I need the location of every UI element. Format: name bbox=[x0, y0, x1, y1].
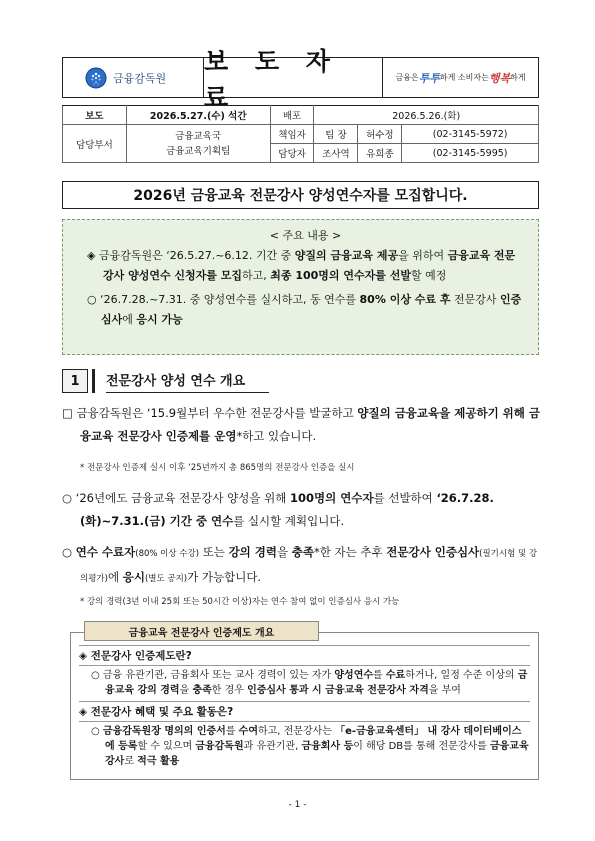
para2-text-e: 를 실시할 계획입니다. bbox=[233, 514, 345, 528]
circle-bullet-icon: ○ bbox=[91, 726, 100, 737]
para3-text-i: 전문강사 인증심사 bbox=[386, 545, 480, 559]
summary-title: < 주요 내용 > bbox=[269, 229, 342, 242]
a1-text-a: 금융 유관기관, 금융회사 또는 교사 경력이 있는 자가 bbox=[99, 670, 335, 681]
para1-text-c: *하고 있습니다. bbox=[236, 429, 317, 443]
para2-text-a: ‘26년에도 금융교육 전문강사 양성을 위해 bbox=[72, 491, 291, 505]
question-1: ◈ 전문강사 인증제도란? bbox=[79, 650, 192, 662]
release-value: 2026.5.27.(수) 석간 bbox=[126, 106, 270, 125]
staff-label: 담당자 bbox=[270, 144, 314, 163]
a2-text-g: 할 수 있으며 bbox=[137, 741, 196, 752]
summary-p2-text-a: ‘26.7.28.~7.31. 중 양성연수를 실시하고, 동 연수를 bbox=[96, 293, 360, 306]
para2-text-d: ‘26.7.28.(화)~7.31.(금) 기간 중 연수 bbox=[80, 491, 494, 528]
slogan-post: 하게 bbox=[510, 73, 526, 82]
question-1-row bbox=[79, 645, 530, 666]
release-row bbox=[63, 106, 539, 125]
para3-text-b: 연수 수료자 bbox=[75, 545, 136, 559]
square-bullet-icon: □ bbox=[62, 406, 73, 420]
fss-globe-icon bbox=[85, 67, 107, 89]
question-2-row bbox=[79, 701, 530, 722]
body-paragraph-1 bbox=[62, 402, 542, 448]
a2-text-n: 적극 활용 bbox=[137, 756, 180, 767]
a2-text-k: 이 해당 DB를 통해 전문강사를 bbox=[353, 741, 490, 752]
manager-label: 책임자 bbox=[270, 125, 314, 144]
circle-bullet-icon: ○ bbox=[87, 293, 97, 306]
a2-text-b: 금융감독원장 명의의 인증서 bbox=[102, 726, 226, 737]
summary-p1-text-d: 금융교육 전문강사 양성연수 신청자를 모집 bbox=[103, 249, 516, 282]
summary-p2-text-e: 에 bbox=[122, 313, 137, 326]
para3-text-l: 응시 bbox=[122, 570, 145, 584]
circle-bullet-icon: ○ bbox=[62, 491, 73, 505]
body-paragraph-2 bbox=[62, 487, 542, 533]
para1-text-a: 금융감독원은 ‘15.9월부터 우수한 전문강사를 발굴하고 bbox=[72, 406, 358, 420]
a1-text-c: 를 bbox=[373, 670, 386, 681]
a2-text-h: 금융감독원 bbox=[195, 741, 244, 752]
circle-bullet-icon: ○ bbox=[62, 545, 73, 559]
manager-row bbox=[63, 125, 539, 144]
para3-text-m: (별도 공지) bbox=[144, 574, 188, 584]
a1-text-j: 인증심사 통과 시 금융교육 전문강사 자격 bbox=[247, 685, 429, 696]
summary-point-1 bbox=[87, 246, 524, 286]
section-divider bbox=[92, 369, 98, 393]
slogan-mid: 하게 소비자는 bbox=[439, 73, 489, 82]
para3-text-h: *한 자는 추후 bbox=[314, 545, 387, 559]
a2-text-f: 「e-금융교육센터」 내 강사 데이터베이스에 등록 bbox=[105, 726, 522, 752]
distribute-label: 배포 bbox=[270, 106, 314, 125]
section-1-heading bbox=[62, 369, 269, 393]
org-logo bbox=[63, 58, 203, 97]
a1-text-b: 양성연수 bbox=[334, 670, 374, 681]
para3-text-k: 에 bbox=[107, 570, 123, 584]
summary-p1-text-f: 최종 100명의 연수자를 선발 bbox=[270, 269, 411, 282]
slogan-emph-2: 행복 bbox=[488, 71, 511, 85]
a1-text-g: 을 bbox=[179, 685, 193, 696]
para3-text-f: 을 bbox=[277, 545, 292, 559]
press-header bbox=[62, 46, 539, 112]
manager-phone: (02-3145-5972) bbox=[402, 125, 539, 144]
para3-text-j: (필기시험 및 강의평가) bbox=[80, 549, 538, 584]
dept-line-2: 금융교육기획팀 bbox=[166, 145, 231, 157]
box-tab-label: 금융교육 전문강사 인증제도 개요 bbox=[84, 621, 319, 641]
manager-rank: 팀 장 bbox=[314, 125, 358, 144]
dept-label: 담당부서 bbox=[63, 125, 127, 163]
para3-text-g: 충족 bbox=[291, 545, 315, 559]
summary-p2-text-b: 80% 이상 수료 후 bbox=[359, 293, 451, 306]
a2-text-l: 금융교육 강사 bbox=[105, 741, 529, 767]
staff-rank: 조사역 bbox=[314, 144, 358, 163]
a1-text-i: 한 경우 bbox=[211, 685, 248, 696]
summary-p1-text-a: 금융감독원은 ‘26.5.27.~6.12. 기간 중 bbox=[95, 249, 295, 262]
body-paragraph-3 bbox=[62, 541, 542, 591]
a2-text-i: 과 유관기관, bbox=[243, 741, 302, 752]
staff-phone: (02-3145-5995) bbox=[402, 144, 539, 163]
slogan bbox=[383, 58, 538, 97]
a2-text-d: 수여 bbox=[238, 726, 258, 737]
a2-text-j: 금융회사 등 bbox=[301, 741, 354, 752]
distribute-value: 2026.5.26.(화) bbox=[314, 106, 539, 125]
summary-point-2 bbox=[87, 290, 524, 330]
para3-text-d: 또는 bbox=[199, 545, 229, 559]
para3-text-e: 강의 경력 bbox=[228, 545, 278, 559]
para3-text-n: 가 가능합니다. bbox=[187, 570, 262, 584]
section-number: 1 bbox=[62, 369, 88, 393]
footnote-1: * 전문강사 인증제 실시 이후 ‘25년까지 총 865명의 전문강사 인증을 실시 bbox=[80, 463, 355, 473]
a1-text-h: 충족 bbox=[192, 685, 212, 696]
doc-type-title: 보 도 자 료 bbox=[203, 58, 383, 97]
a2-text-c: 를 bbox=[225, 726, 239, 737]
release-label: 보도 bbox=[63, 106, 127, 125]
answer-1 bbox=[79, 668, 530, 698]
dept-line-1: 금융교육국 bbox=[175, 130, 222, 142]
summary-p1-text-c: 을 위하여 bbox=[398, 249, 448, 262]
para1-text-b: 양질의 금융교육을 제공하기 위해 금융교육 전문강사 인증제를 운영 bbox=[80, 406, 541, 443]
para2-text-c: 를 선발하여 bbox=[373, 491, 437, 505]
a1-text-k: 을 부여 bbox=[428, 685, 461, 696]
summary-p2-text-f: 응시 가능 bbox=[136, 313, 183, 326]
release-info-table bbox=[62, 105, 539, 163]
a1-text-e: 하거나, 일정 수준 이상의 bbox=[405, 670, 518, 681]
page-number: - 1 - bbox=[288, 800, 307, 810]
summary-p2-text-c: 전문강사 bbox=[450, 293, 500, 306]
summary-p1-text-b: 양질의 금융교육 제공 bbox=[294, 249, 399, 262]
dept-value bbox=[126, 125, 270, 163]
section-title: 전문강사 양성 연수 개요 bbox=[106, 370, 269, 393]
certification-overview-box bbox=[70, 632, 539, 780]
a1-text-d: 수료 bbox=[385, 670, 406, 681]
slogan-pre: 금융은 bbox=[395, 73, 419, 82]
headline: 2026년 금융교육 전문강사 양성연수자를 모집합니다. bbox=[62, 181, 539, 209]
circle-bullet-icon: ○ bbox=[91, 670, 100, 681]
question-2: ◈ 전문강사 혜택 및 주요 활동은? bbox=[79, 706, 234, 718]
summary-p2-text-d: 인증심사 bbox=[101, 293, 522, 326]
para3-text-c: (80% 이상 수강) bbox=[135, 549, 200, 559]
slogan-emph-1: 투투 bbox=[418, 71, 440, 85]
a2-text-e: 하고, 전문강사는 bbox=[257, 726, 336, 737]
answer-2 bbox=[79, 724, 530, 769]
staff-name: 유희종 bbox=[358, 144, 402, 163]
org-name: 금융감독원 bbox=[113, 71, 167, 85]
manager-name: 허수정 bbox=[358, 125, 402, 144]
summary-p1-text-g: 할 예정 bbox=[410, 269, 447, 282]
para2-text-b: 100명의 연수자 bbox=[290, 491, 374, 505]
summary-box bbox=[62, 219, 539, 355]
footnote-2: * 강의 경력(3년 이내 25회 또는 50시간 이상)자는 연수 참여 없이 인증심사 응시 가능 bbox=[80, 597, 400, 607]
a2-text-m: 로 bbox=[124, 756, 138, 767]
summary-p1-text-e: 하고, bbox=[242, 269, 271, 282]
diamond-bullet-icon: ◈ bbox=[87, 249, 96, 262]
a1-text-f: 금융교육 강의 경력 bbox=[105, 670, 528, 696]
